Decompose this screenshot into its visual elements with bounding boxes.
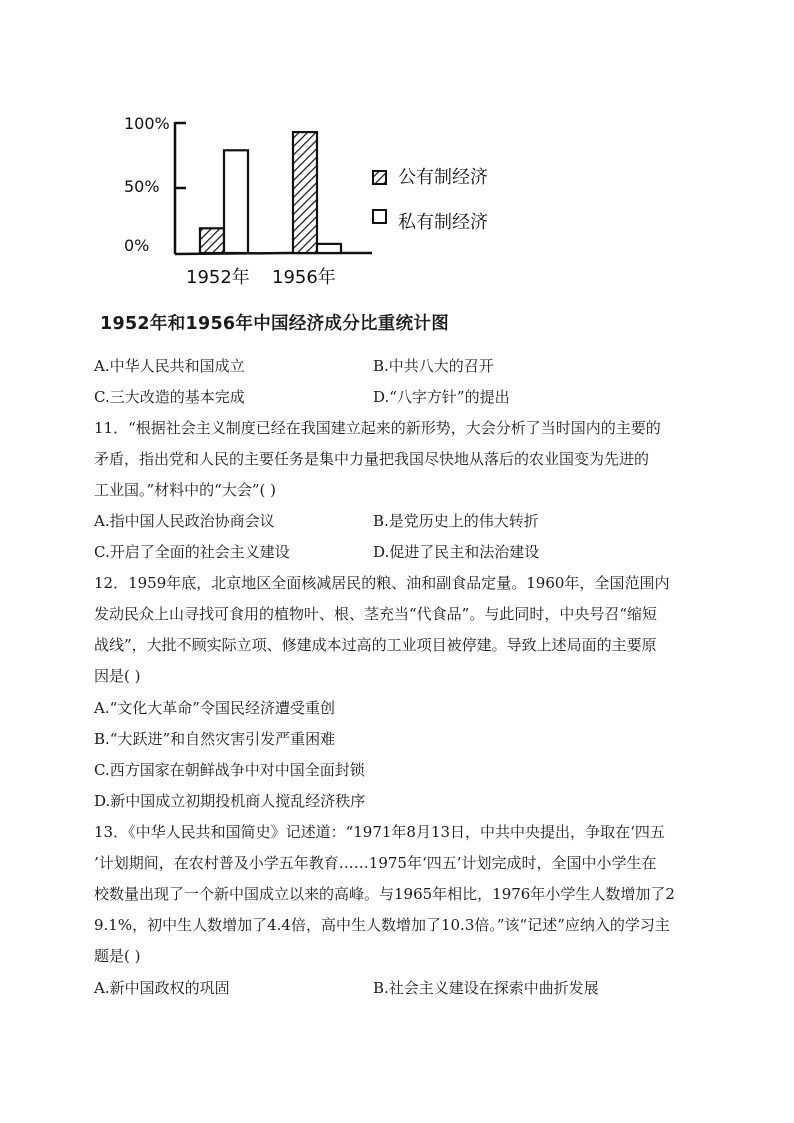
q10-option-c[interactable]: C.三大改造的基本完成 bbox=[94, 388, 245, 406]
q11-stem-line-3: 工业国。”材料中的“大会”( ) bbox=[94, 481, 276, 499]
q10-option-a[interactable]: A.中华人民共和国成立 bbox=[94, 357, 245, 375]
y-tick-label-50: 50% bbox=[124, 177, 160, 196]
legend-label-public: 公有制经济 bbox=[398, 167, 488, 188]
legend-label-private: 私有制经济 bbox=[398, 212, 488, 233]
q11-option-b[interactable]: B.是党历史上的伟大转折 bbox=[373, 512, 539, 530]
q10-option-d[interactable]: D.“八字方针”的提出 bbox=[373, 388, 510, 406]
q12-stem-line-2: 发动民众上山寻找可食用的植物叶、根、茎充当“代食品”。与此同时，中央号召“缩短 bbox=[94, 605, 658, 623]
q13-stem-line-5: 题是( ) bbox=[94, 947, 141, 965]
q12-option-b[interactable]: B.“大跃进”和自然灾害引发严重困难 bbox=[94, 730, 336, 748]
q11-option-d[interactable]: D.促进了民主和法治建设 bbox=[373, 543, 540, 561]
bar-private-1952 bbox=[224, 150, 248, 253]
q12-option-a[interactable]: A.“文化大革命”令国民经济遭受重创 bbox=[94, 699, 335, 717]
q12-option-d[interactable]: D.新中国成立初期投机商人搅乱经济秩序 bbox=[94, 792, 366, 810]
q13-stem-line-3: 校数量出现了一个新中国成立以来的高峰。与1965年相比，1976年小学生人数增加了2 bbox=[94, 885, 675, 903]
q12-stem-line-3: 战线”，大批不顾实际立项、修建成本过高的工业项目被停建。导致上述局面的主要原 bbox=[94, 636, 657, 654]
q13-option-a[interactable]: A.新中国政权的巩固 bbox=[94, 979, 230, 997]
legend-swatch-private bbox=[373, 210, 386, 223]
q12-stem-line-1: 12．1959年底，北京地区全面核减居民的粮、油和副食品定量。1960年，全国范围内 bbox=[94, 574, 670, 592]
y-tick-label-0: 0% bbox=[124, 236, 150, 255]
q13-option-b[interactable]: B.社会主义建设在探索中曲折发展 bbox=[373, 979, 599, 997]
q11-option-a[interactable]: A.指中国人民政治协商会议 bbox=[94, 512, 275, 530]
q11-stem-line-2: 矛盾，指出党和人民的主要任务是集中力量把我国尽快地从落后的农业国变为先进的 bbox=[94, 450, 650, 468]
q13-stem-line-2: ’计划期间，在农村普及小学五年教育……1975年‘四五’计划完成时，全国中小学生在 bbox=[94, 854, 657, 872]
legend-swatch-public bbox=[373, 171, 386, 184]
bar-public-1956 bbox=[293, 132, 317, 253]
q12-option-c[interactable]: C.西方国家在朝鲜战争中对中国全面封锁 bbox=[94, 761, 365, 779]
q11-option-c[interactable]: C.开启了全面的社会主义建设 bbox=[94, 543, 290, 561]
x-tick-label-1956: 1956年 bbox=[272, 267, 336, 288]
q10-option-b[interactable]: B.中共八大的召开 bbox=[373, 357, 494, 375]
bar-private-1956 bbox=[317, 244, 341, 253]
q12-stem-line-4: 因是( ) bbox=[94, 667, 141, 685]
q11-stem-line-1: 11．“根据社会主义制度已经在我国建立起来的新形势，大会分析了当时国内的主要的 bbox=[94, 419, 661, 437]
x-tick-label-1952: 1952年 bbox=[186, 267, 250, 288]
q13-stem-line-4: 9.1%，初中生人数增加了4.4倍，高中生人数增加了10.3倍。”该“记述”应纳入的学习主 bbox=[94, 916, 670, 934]
q13-stem-line-1: 13．《中华人民共和国简史》记述道：“1971年8月13日，中共中央提出，争取在‘四五 bbox=[94, 823, 665, 841]
chart-title: 1952年和1956年中国经济成分比重统计图 bbox=[100, 314, 450, 334]
bar-public-1952 bbox=[200, 228, 224, 253]
economy-bar-chart bbox=[110, 100, 530, 300]
y-tick-label-100: 100% bbox=[124, 114, 170, 133]
